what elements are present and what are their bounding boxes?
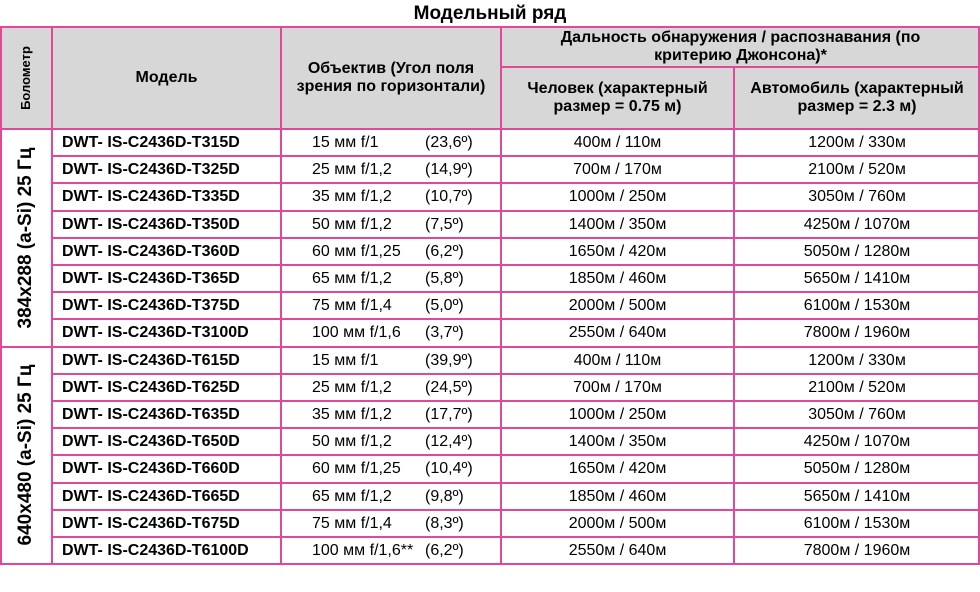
lens-cell [281,401,501,428]
lens-spec: 75 мм f/1,4 [312,297,392,315]
vehicle-range-cell: 5050м / 1280м [803,242,911,260]
model-cell: DWT- IS-C2436D-T665D [62,487,240,505]
human-range-cell: 1850м / 460м [568,487,667,505]
lens-cell [281,129,501,156]
lens-cell [281,292,501,319]
lens-spec: 25 мм f/1,2 [312,161,392,179]
lens-spec: 100 мм f/1,6 [312,324,401,342]
header-top-border [0,26,980,28]
field-of-view-angle: (7,5º) [425,215,464,233]
row-divider [52,454,980,456]
row-divider [52,264,980,266]
vehicle-range-cell: 7800м / 1960м [803,542,911,560]
vehicle-range-cell: 1200м / 330м [808,351,906,369]
human-range-cell: 1400м / 350м [568,433,667,451]
row-divider [52,237,980,239]
model-cell: DWT- IS-C2436D-T675D [62,514,240,532]
vehicle-range-cell: 6100м / 1530м [803,514,911,532]
human-range-cell: 1000м / 250м [568,406,667,424]
vehicle-range-cell: 5050м / 1280м [803,460,911,478]
human-range-cell: 700м / 170м [573,378,662,396]
row-divider [52,509,980,511]
vehicle-range-cell: 5650м / 1410м [803,487,911,505]
header-model: Модель [52,27,281,129]
lens-cell [281,428,501,455]
field-of-view-angle: (10,4º) [425,460,473,478]
human-range-cell: 1400м / 350м [568,215,667,233]
human-range-cell: 400м / 110м [573,351,662,369]
column-divider [733,67,735,564]
row-divider [52,155,980,157]
field-of-view-angle: (3,7º) [425,324,464,342]
table-title: Модельный ряд [413,3,567,24]
lens-spec: 25 мм f/1,2 [312,378,392,396]
table-bottom-border [0,563,980,565]
human-range-cell: 400м / 110м [573,134,662,152]
field-of-view-angle: (14,9º) [425,161,473,179]
field-of-view-angle: (10,7º) [425,188,473,206]
lens-cell [281,347,501,374]
row-divider [52,427,980,429]
vehicle-range-cell: 5650м / 1410м [803,270,911,288]
field-of-view-angle: (6,2º) [425,242,464,260]
table-left-border [0,27,2,564]
lens-spec: 100 мм f/1,6** [312,542,414,560]
lens-cell [281,156,501,183]
model-cell: DWT- IS-C2436D-T3100D [62,324,249,342]
lens-cell [281,265,501,292]
row-divider [52,400,980,402]
header-subdivider [501,66,980,68]
model-cell: DWT- IS-C2436D-T650D [62,433,240,451]
field-of-view-angle: (23,6º) [425,134,473,152]
lens-cell [281,483,501,510]
vehicle-range-cell: 1200м / 330м [808,134,906,152]
model-cell: DWT- IS-C2436D-T360D [62,242,240,260]
field-of-view-angle: (5,0º) [425,297,464,315]
row-divider [52,182,980,184]
field-of-view-angle: (9,8º) [425,487,464,505]
model-cell: DWT- IS-C2436D-T625D [62,378,240,396]
human-range-cell: 1000м / 250м [568,188,667,206]
model-cell: DWT- IS-C2436D-T315D [62,134,240,152]
lens-cell [281,183,501,210]
lens-cell [281,537,501,564]
bolometer-group-label: 640x480 (a-Si) 25 Гц [15,364,36,546]
human-range-cell: 1650м / 420м [568,460,667,478]
field-of-view-angle: (39,9º) [425,351,473,369]
field-of-view-angle: (17,7º) [425,406,473,424]
header-range: Дальность обнаружения / распознавания (по критерию Джонсона)* [501,27,980,67]
vehicle-range-cell: 4250м / 1070м [803,215,911,233]
human-range-cell: 1650м / 420м [568,242,667,260]
model-cell: DWT- IS-C2436D-T660D [62,460,240,478]
column-divider [500,27,502,564]
model-cell: DWT- IS-C2436D-T615D [62,351,240,369]
vehicle-range-cell: 7800м / 1960м [803,324,911,342]
row-divider [52,210,980,212]
bolometer-group-label: 384x288 (a-Si) 25 Гц [15,147,36,329]
lens-spec: 35 мм f/1,2 [312,188,392,206]
header-human: Человек (характерный размер = 0.75 м) [501,67,734,129]
human-range-cell: 2550м / 640м [568,324,667,342]
lens-spec: 50 мм f/1,2 [312,433,392,451]
header-vehicle: Автомобиль (характерный размер = 2.3 м) [734,67,980,129]
field-of-view-angle: (24,5º) [425,378,473,396]
row-divider [52,373,980,375]
human-range-cell: 1850м / 460м [568,270,667,288]
lens-cell [281,374,501,401]
lens-spec: 15 мм f/1 [312,134,379,152]
column-divider [51,27,53,564]
human-range-cell: 700м / 170м [573,161,662,179]
model-cell: DWT- IS-C2436D-T335D [62,188,240,206]
vehicle-range-cell: 3050м / 760м [808,188,906,206]
vehicle-range-cell: 2100м / 520м [808,378,906,396]
group-divider [0,346,980,348]
field-of-view-angle: (8,3º) [425,514,464,532]
row-divider [52,536,980,538]
model-cell: DWT- IS-C2436D-T6100D [62,542,249,560]
lens-spec: 60 мм f/1,25 [312,242,401,260]
header-lens: Объектив (Угол поля зрения по горизонтали) [281,27,501,129]
model-cell: DWT- IS-C2436D-T350D [62,215,240,233]
vehicle-range-cell: 3050м / 760м [808,406,906,424]
lens-spec: 75 мм f/1,4 [312,514,392,532]
field-of-view-angle: (12,4º) [425,433,473,451]
human-range-cell: 2000м / 500м [568,297,667,315]
lens-spec: 15 мм f/1 [312,351,379,369]
column-divider [280,27,282,564]
lens-spec: 65 мм f/1,2 [312,487,392,505]
row-divider [52,482,980,484]
vehicle-range-cell: 2100м / 520м [808,161,906,179]
human-range-cell: 2550м / 640м [568,542,667,560]
vehicle-range-cell: 6100м / 1530м [803,297,911,315]
row-divider [52,291,980,293]
lens-spec: 35 мм f/1,2 [312,406,392,424]
vehicle-range-cell: 4250м / 1070м [803,433,911,451]
model-cell: DWT- IS-C2436D-T365D [62,270,240,288]
human-range-cell: 2000м / 500м [568,514,667,532]
lens-cell [281,211,501,238]
lens-cell [281,238,501,265]
lens-spec: 50 мм f/1,2 [312,215,392,233]
row-divider [52,318,980,320]
model-cell: DWT- IS-C2436D-T375D [62,297,240,315]
header-bottom-border [0,128,980,130]
lens-cell [281,455,501,482]
lens-cell [281,319,501,346]
model-cell: DWT- IS-C2436D-T635D [62,406,240,424]
lens-spec: 65 мм f/1,2 [312,270,392,288]
model-cell: DWT- IS-C2436D-T325D [62,161,240,179]
field-of-view-angle: (6,2º) [425,542,464,560]
lens-spec: 60 мм f/1,25 [312,460,401,478]
lens-cell [281,510,501,537]
field-of-view-angle: (5,8º) [425,270,464,288]
header-bolometer-label: Болометр [18,46,33,110]
